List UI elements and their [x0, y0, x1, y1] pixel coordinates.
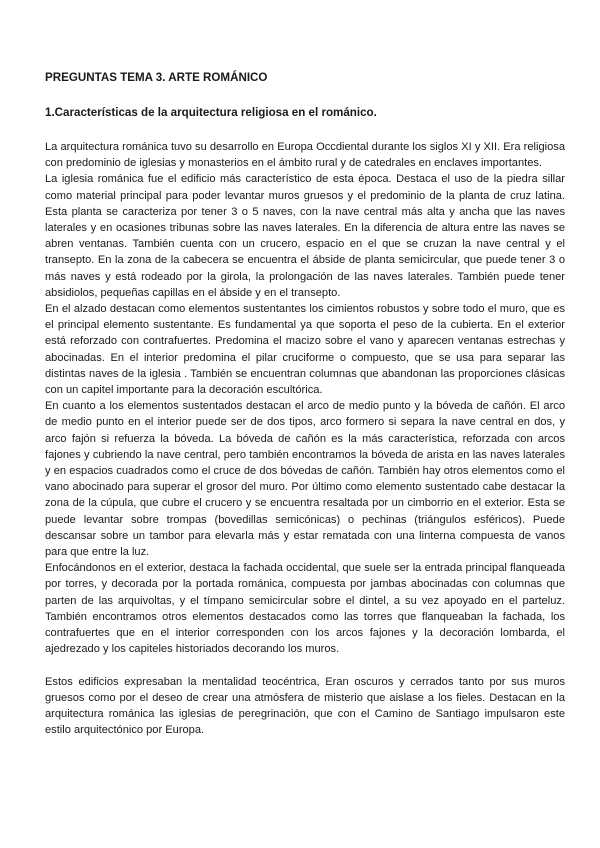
paragraph-closing: Estos edificios expresaban la mentalidad teocéntrica, Eran oscuros y cerrados tanto por sus muros gruesos como por el deseo de crear una atmósfera de misterio que aislase a los fieles. Destacan en la arquitectura románica las iglesias de peregrinación, que con el Camino de Santiago impulsaron este estilo arquitectónico por Europa. [45, 675, 565, 737]
paragraph-spacer [45, 658, 565, 674]
paragraph-exterior: Enfocándonos en el exterior, destaca la fachada occidental, que suele ser la entrada principal flanqueada por torres, y decorada por la portada románica, compuesta por jambas abocinadas con columnas que parten de las arquivoltas, y el tímpano semicircular sobre el dintel, a su vez apoyado en el parteluz. También encontramos otros elementos destacados como las torres que flanqueaban la fachada, los contrafuertes que en el interior corresponden con los arcos fajones y la decoración lombarda, el ajedrezado y los capiteles historiados decorando los muros. [45, 562, 565, 656]
paragraph-supporting-elements: En el alzado destacan como elementos sustentantes los cimientos robustos y sobre todo el muro, que es el principal elemento sustentante. Es fundamental ya que soporta el peso de la cubierta. En el exterior está reforzado con contrafuertes. Predomina el macizo sobre el vano y aparecen ventanas estrechas y abocinadas. En el interior predomina el pilar cruciforme o compuesto, que se usa para separar las distintas naves de la iglesia . También se encuentran columnas que abandonan las proporciones clásicas con un capitel importante para la decoración escultórica. [45, 303, 565, 397]
paragraph-supported-elements: En cuanto a los elementos sustentados destacan el arco de medio punto y la bóveda de cañón. El arco de medio punto en el interior puede ser de dos tipos, arco formero si separa la nave central en dos, y arco fajón si refuerza la bóveda. La bóveda de cañón es la más característica, reforzada con arcos fajones y cubriendo la nave central, pero también encontramos la bóveda de arista en las naves laterales y en espacios cuadrados como el cruce de dos bóvedas de cañón. También hay otros elementos como el vano abocinado para superar el grosor del muro. Por último como elemento sustentado cabe destacar la zona de la cúpula, que cubre el crucero y se encuentra resaltada por un cimborrio en el exterior. Esta se puede levantar sobre trompas (bovedillas semicónicas) o pechinas (triángulos esféricos). Puede descansar sobre un tambor para elevarla más y estar rematada con una linterna compuesta de vanos para que entre la luz. [45, 400, 565, 559]
document-page [45, 70, 565, 738]
paragraph-intro: La arquitectura románica tuvo su desarrollo en Europa Occdiental durante los siglos XI y XII. Era religiosa con predominio de iglesias y monasterios en el ámbito rural y de catedrales en enclaves importantes. [45, 141, 565, 170]
paragraph-floor-plan: La iglesia románica fue el edificio más característico de esta época. Destaca el uso de la piedra sillar como material principal para poder levantar muros gruesos y el predominio de la planta de cruz latina. Esta planta se caracteriza por tener 3 o 5 naves, con la nave central más alta y ancha que las naves laterales y en ocasiones tribunas sobre las naves laterales. En la diferencia de altura entre las naves se abren ventanas. También cuenta con un crucero, espacio en el que se cruzan la nave central y el transepto. En la zona de la cabecera se encuentra el ábside de planta semicircular, que puede tener 3 o más naves y está rodeado por la girola, la prolongación de las naves laterales. También puede tener absidiolos, pequeñas capillas en el ábside y en el transepto. [45, 173, 565, 299]
document-title: PREGUNTAS TEMA 3. ARTE ROMÁNICO [45, 71, 268, 84]
section-heading: 1.Características de la arquitectura religiosa en el románico. [45, 106, 377, 119]
